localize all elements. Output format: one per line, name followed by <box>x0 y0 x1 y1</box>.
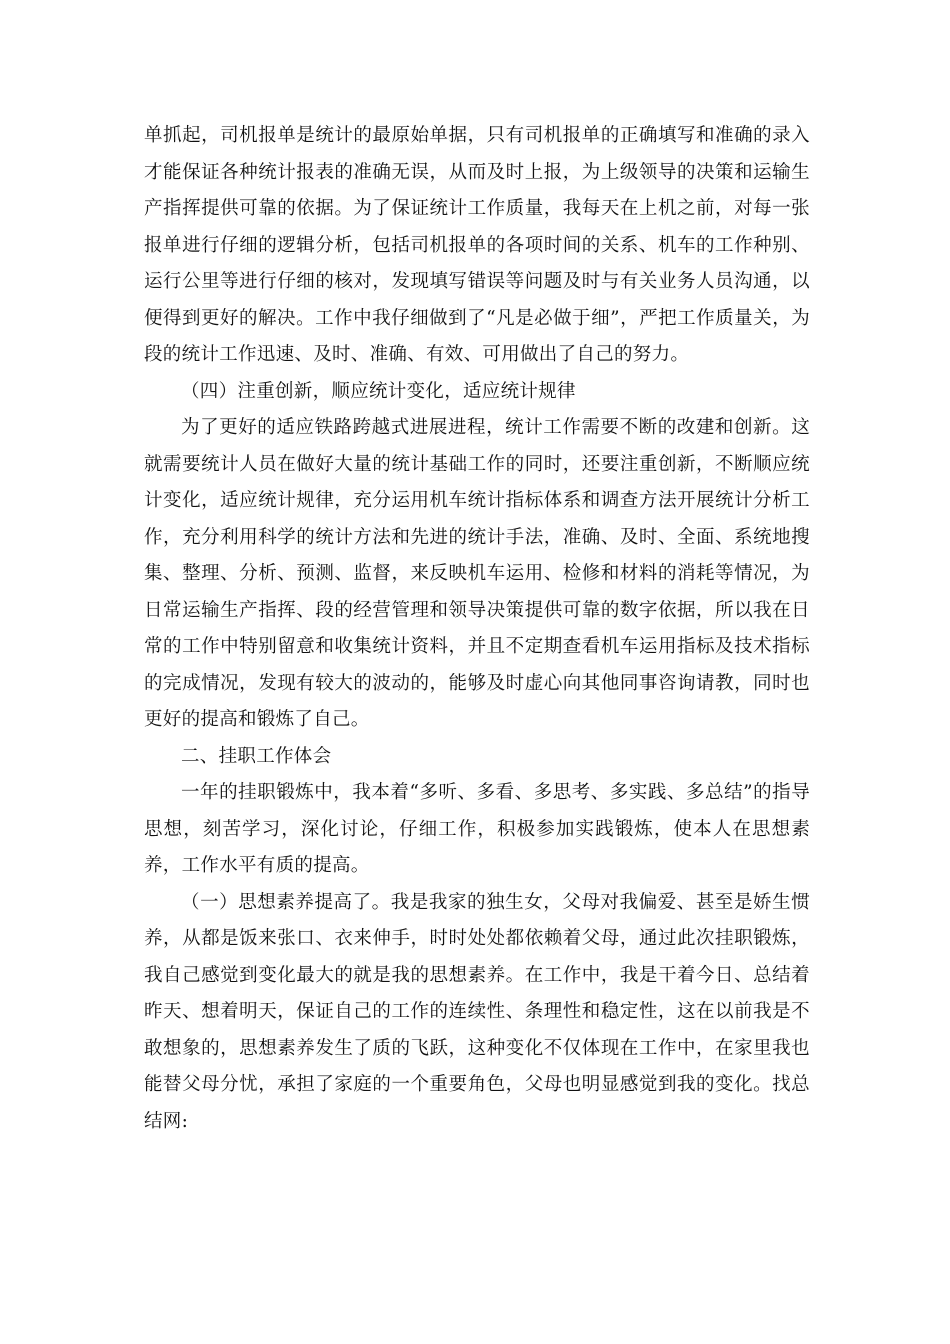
paragraph-ideological-quality: （一）思想素养提高了。我是我家的独生女，父母对我偏爱、甚至是娇生惯养，从都是饭来张口、衣来伸手，时时处处都依赖着父母，通过此次挂职锻炼，我自己感觉到变化最大的就是我的思想素养。在工作中，我是干着今日、总结着昨天、想着明天，保证自己的工作的连续性、条理性和稳定性，这在以前我是不敢想象的，思想素养发生了质的飞跃，这种变化不仅体现在工作中，在家里我也能替父母分忧，承担了家庭的一个重要角色，父母也明显感觉到我的变化。找总结网: <box>144 891 810 1132</box>
document-page <box>144 118 810 1140</box>
paragraph-statistics-quality: 单抓起，司机报单是统计的最原始单据，只有司机报单的正确填写和准确的录入才能保证各种统计报表的准确无误，从而及时上报，为上级领导的决策和运输生产指挥提供可靠的依据。为了保证统计工作质量，我每天在上机之前，对每一张报单进行仔细的逻辑分析，包括司机报单的各项时间的关系、机车的工作种别、运行公里等进行仔细的核对，发现填写错误等问题及时与有关业务人员沟通，以便得到更好的解决。工作中我仔细做到了“凡是必做于细”，严把工作质量关，为段的统计工作迅速、及时、准确、有效、可用做出了自己的努力。 <box>144 125 810 365</box>
paragraph-innovation: 为了更好的适应铁路跨越式进展进程，统计工作需要不断的改建和创新。这就需要统计人员在做好大量的统计基础工作的同时，还要注重创新，不断顺应统计变化，适应统计规律，充分运用机车统计指标体系和调查方法开展统计分析工作，充分利用科学的统计方法和先进的统计手法，准确、及时、全面、系统地搜集、整理、分析、预测、监督，来反映机车运用、检修和材料的消耗等情况，为日常运输生产指挥、段的经营管理和领导决策提供可靠的数字依据，所以我在日常的工作中特别留意和收集统计资料，并且不定期查看机车运用指标及技术指标的完成情况，发现有较大的波动的，能够及时虚心向其他同事咨询请教，同时也更好的提高和锻炼了自己。 <box>144 417 810 730</box>
section-heading-experience: 二、挂职工作体会 <box>181 745 332 767</box>
paragraph-experience-intro: 一年的挂职锻炼中，我本着“多听、多看、多思考、多实践、多总结”的指导思想，刻苦学习，深化讨论，仔细工作，积极参加实践锻炼，使本人在思想素养，工作水平有质的提高。 <box>144 782 810 876</box>
section-heading-innovation: （四）注重创新，顺应统计变化，适应统计规律 <box>181 380 576 402</box>
